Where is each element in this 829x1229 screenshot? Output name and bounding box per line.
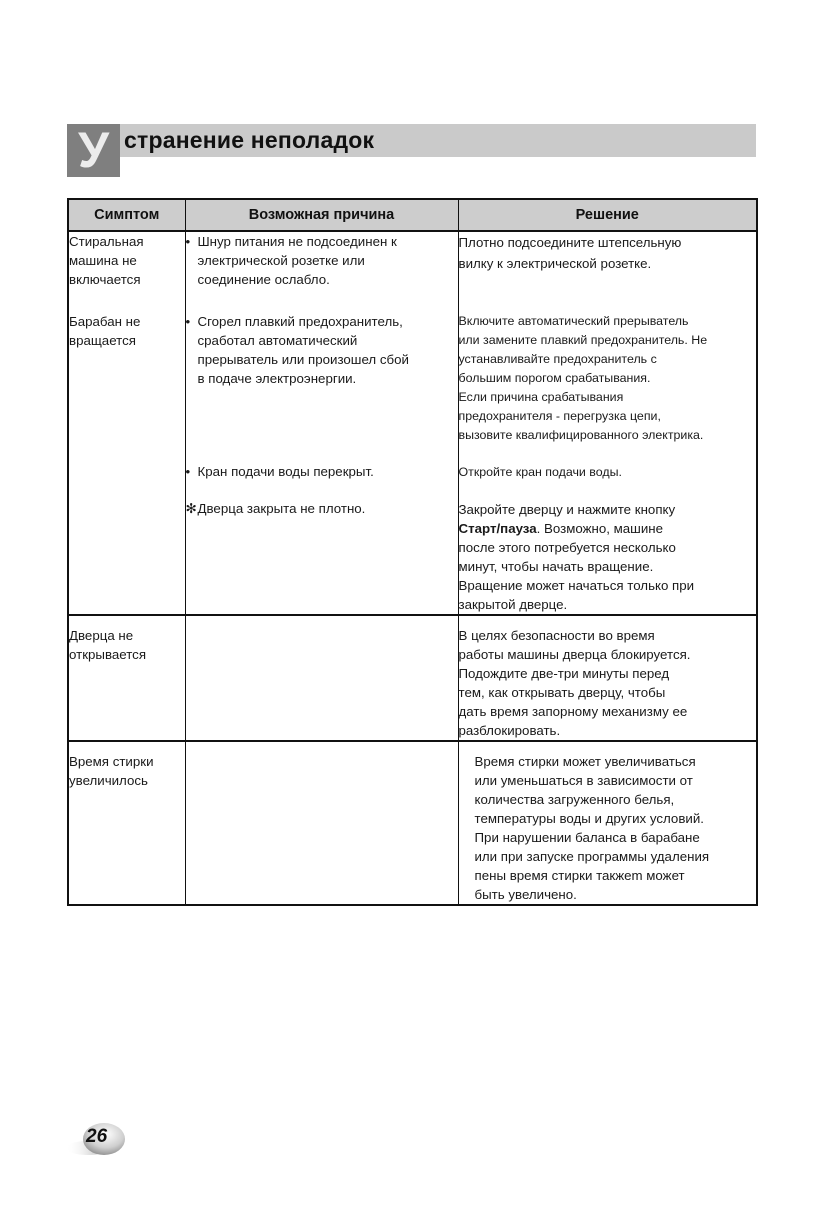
solution-line: В целях безопасности во время — [458, 628, 655, 643]
bullet-icon: • — [185, 234, 191, 249]
symptom-cell — [68, 741, 185, 905]
cause-line: сработал автоматический — [197, 333, 358, 348]
solution-line: количества загруженного белья, — [474, 792, 675, 807]
solution-line: вызовите квалифицированного электрика. — [458, 428, 704, 442]
cause-line: прерыватель или произошел сбой — [197, 352, 409, 367]
solution-line: Откройте кран подачи воды. — [458, 465, 622, 479]
table-row — [68, 304, 757, 615]
solution-line: или замените плавкий предохранитель. Не — [458, 333, 708, 347]
solution-line: устанавливайте предохранитель с — [458, 352, 657, 366]
solution-block — [459, 312, 757, 445]
troubleshooting-table — [67, 198, 758, 906]
solution-line: быть увеличено. — [474, 887, 577, 902]
solution-line: Закройте дверцу и нажмите кнопку — [458, 502, 676, 517]
cause-cell — [185, 231, 458, 304]
cause-line: Шнур питания не подсоединен к — [197, 234, 397, 249]
solution-line: или при запуске программы удаления — [474, 849, 710, 864]
solution-line: Плотно подсоедините штепсельную — [458, 235, 682, 250]
solution-line: дать время запорному механизму ее — [458, 704, 688, 719]
solution-line: При нарушении баланса в барабане — [474, 830, 700, 845]
solution-cell — [458, 231, 757, 304]
symptom-line: Барабан не — [69, 314, 141, 329]
solution-text: . Возможно, машине — [536, 521, 664, 536]
cause-item — [186, 312, 458, 388]
page-number: 26 — [86, 1126, 108, 1147]
page-title: странение неполадок — [124, 127, 375, 153]
cause-line: Дверца закрыта не плотно. — [197, 501, 366, 516]
solution-line: тем, как открывать дверцу, чтобы — [458, 685, 666, 700]
solution-cell — [458, 741, 757, 905]
cause-item — [186, 462, 458, 481]
solution-cell — [458, 304, 757, 615]
solution-line: после этого потребуется несколько — [458, 540, 676, 555]
solution-line: работы машины дверца блокируется. — [458, 647, 691, 662]
symptom-cell — [68, 615, 185, 741]
table-row — [68, 741, 757, 905]
solution-line: Включите автоматический прерыватель — [458, 314, 689, 328]
cause-line: Сгорел плавкий предохранитель, — [197, 314, 403, 329]
bullet-icon: • — [185, 314, 191, 329]
symptom-line: Время стирки — [69, 754, 154, 769]
symptom-cell — [68, 304, 185, 615]
symptom-cell — [68, 231, 185, 304]
solution-line: температуры воды и других условий. — [474, 811, 704, 826]
solution-line: Подождите две-три минуты перед — [458, 666, 670, 681]
solution-line: разблокировать. — [458, 723, 561, 738]
solution-line: большим порогом срабатывания. — [458, 371, 651, 385]
symptom-line: Дверца не — [69, 628, 134, 643]
solution-line: закрытой дверце. — [458, 597, 568, 612]
table-row — [68, 615, 757, 741]
table-row — [68, 231, 757, 304]
solution-line: Если причина срабатывания — [458, 390, 624, 404]
solution-line — [459, 519, 757, 538]
solution-block — [459, 500, 757, 614]
table-header-row — [68, 199, 757, 231]
symptom-line: увеличилось — [69, 773, 148, 788]
solution-line: Вращение может начаться только при — [458, 578, 695, 593]
asterisk-icon: ✻ — [185, 501, 197, 516]
column-header-symptom: Симптом — [68, 199, 185, 231]
solution-cell — [458, 615, 757, 741]
bullet-icon: • — [185, 464, 191, 479]
solution-line: или уменьшаться в зависимости от — [474, 773, 693, 788]
column-header-solution: Решение — [458, 199, 757, 231]
title-initial-letter: У — [67, 124, 120, 177]
solution-line: минут, чтобы начать вращение. — [458, 559, 654, 574]
symptom-line: Стиральная — [69, 234, 144, 249]
cause-cell — [185, 741, 458, 905]
solution-line: предохранителя - перегрузка цепи, — [458, 409, 661, 423]
cause-cell — [185, 304, 458, 615]
cause-item — [186, 232, 458, 289]
cause-line: соединение ослабло. — [197, 272, 330, 287]
cause-line: электрической розетке или — [197, 253, 365, 268]
solution-line: вилку к электрической розетке. — [458, 256, 652, 271]
symptom-line: вращается — [69, 333, 136, 348]
cause-item — [186, 499, 458, 518]
start-pause-button-label: Старт/пауза — [458, 521, 537, 536]
solution-line: пены время стирки такжеm может — [474, 868, 685, 883]
cause-line: Кран подачи воды перекрыт. — [197, 464, 374, 479]
symptom-line: включается — [69, 272, 141, 287]
symptom-line: открывается — [69, 647, 147, 662]
cause-line: в подаче электроэнергии. — [197, 371, 357, 386]
column-header-cause: Возможная причина — [185, 199, 458, 231]
solution-line: Время стирки может увеличиваться — [474, 754, 696, 769]
cause-cell — [185, 615, 458, 741]
symptom-line: машина не — [69, 253, 137, 268]
